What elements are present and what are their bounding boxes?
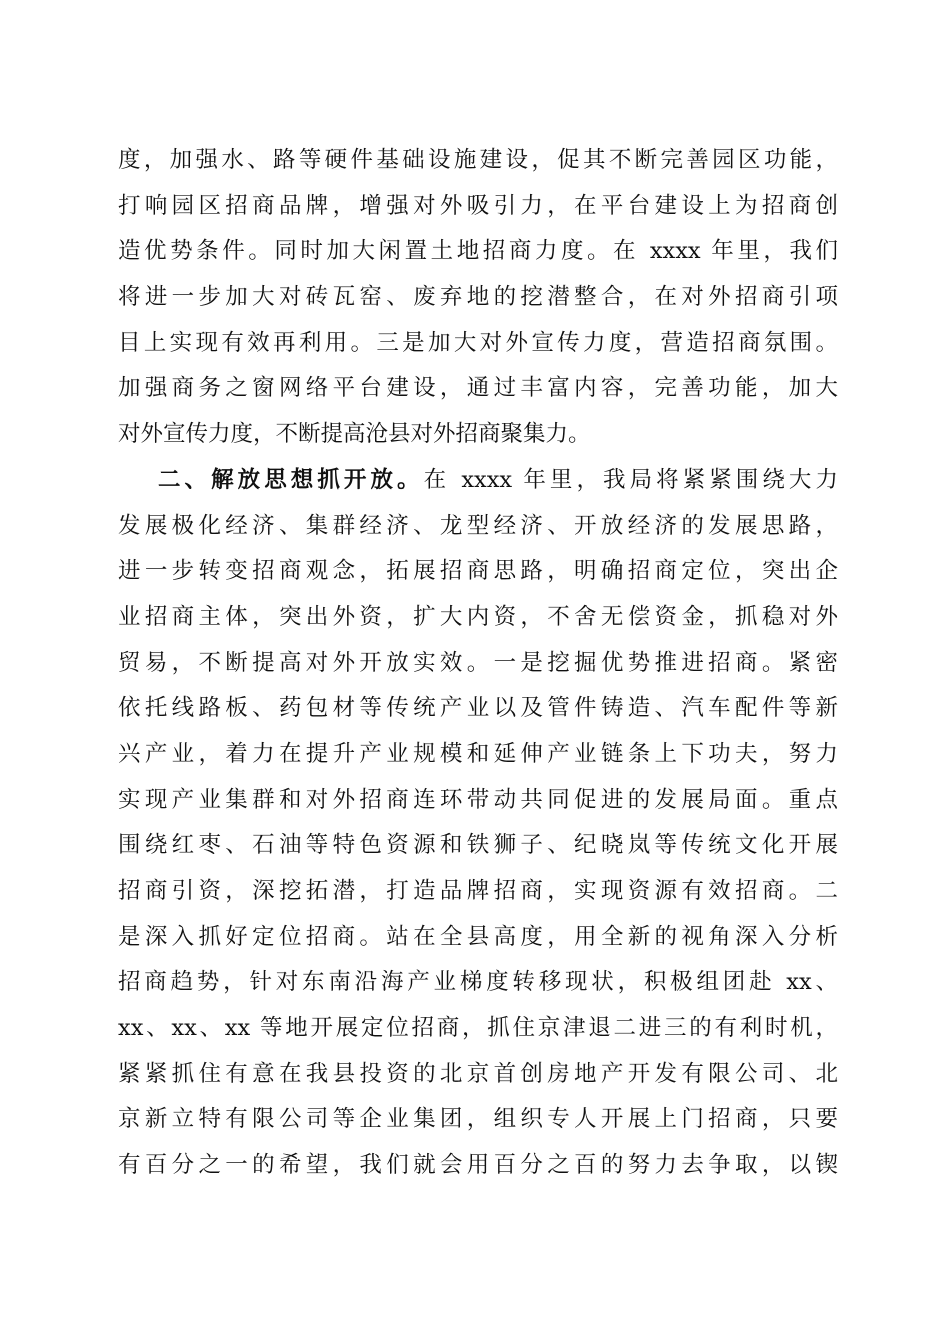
paragraph-1-line-2: 打响园区招商品牌，增强对外吸引力，在平台建设上为招商创 (118, 192, 838, 219)
paragraph-2-line-3: 进一步转变招商观念，拓展招商思路，明确招商定位，突出企 (118, 558, 838, 585)
paragraph-1-line-1: 度，加强水、路等硬件基础设施建设，促其不断完善园区功能， (118, 147, 838, 173)
paragraph-2-line-11: 是深入抓好定位招商。站在全县高度，用全新的视角深入分析 (118, 923, 838, 950)
paragraph-2-first-line-text: 在 xxxx 年里，我局将紧紧围绕大力 (423, 466, 838, 493)
paragraph-2-first-line (118, 458, 838, 504)
paragraph-2-line-14: 紧紧抓住有意在我县投资的北京首创房地产开发有限公司、北 (118, 1060, 838, 1087)
paragraph-1-line-6: 加强商务之窗网络平台建设，通过丰富内容，完善功能，加大 (118, 375, 838, 402)
document-body (118, 138, 838, 1189)
paragraph-2-line-16: 有百分之一的希望，我们就会用百分之百的努力去争取，以锲 (118, 1152, 838, 1179)
paragraph-2-line-5: 贸易，不断提高对外开放实效。一是挖掘优势推进招商。紧密 (118, 649, 838, 676)
paragraph-2-line-9: 围绕红枣、石油等特色资源和铁狮子、纪晓岚等传统文化开展 (118, 832, 838, 859)
paragraph-2-line-8: 实现产业集群和对外招商连环带动共同促进的发展局面。重点 (118, 786, 838, 813)
paragraph-2-line-15: 京新立特有限公司等企业集团，组织专人开展上门招商，只要 (118, 1106, 838, 1133)
paragraph-1-line-3: 造优势条件。同时加大闲置土地招商力度。在 xxxx 年里，我们 (118, 238, 838, 265)
paragraph-1-line-5: 目上实现有效再利用。三是加大对外宣传力度，营造招商氛围。 (118, 329, 838, 356)
paragraph-2-line-4: 业招商主体，突出外资，扩大内资，不舍无偿资金，抓稳对外 (118, 603, 838, 630)
paragraph-2-line-6: 依托线路板、药包材等传统产业以及管件铸造、汽车配件等新 (118, 695, 838, 722)
paragraph-2-line-13: xx、xx、xx 等地开展定位招商，抓住京津退二进三的有利时机， (118, 1015, 838, 1042)
paragraph-1-line-4: 将进一步加大对砖瓦窑、废弃地的挖潜整合，在对外招商引项 (118, 284, 838, 311)
paragraph-2-line-7: 兴产业，着力在提升产业规模和延伸产业链条上下功夫，努力 (118, 740, 838, 767)
paragraph-2-line-12: 招商趋势，针对东南沿海产业梯度转移现状，积极组团赴 xx、 (118, 969, 838, 996)
paragraph-2-line-10: 招商引资，深挖拓潜，打造品牌招商，实现资源有效招商。二 (118, 878, 838, 904)
section-heading: 二、解放思想抓开放。 (158, 466, 424, 493)
paragraph-1-line-7: 对外宣传力度，不断提高沧县对外招商聚集力。 (118, 421, 591, 448)
paragraph-2-line-2: 发展极化经济、集群经济、龙型经济、开放经济的发展思路， (118, 512, 838, 539)
